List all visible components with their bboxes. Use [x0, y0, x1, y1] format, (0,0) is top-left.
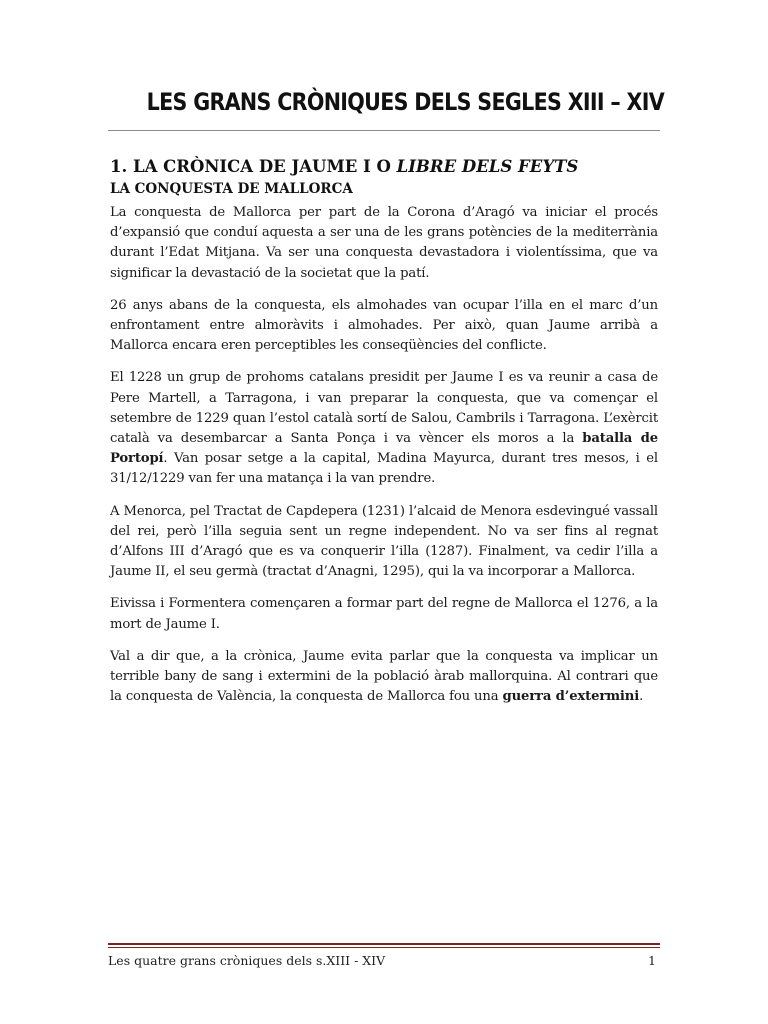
- title-divider: [108, 130, 660, 131]
- paragraph-5: Eivissa i Formentera començaren a formar part del regne de Mallorca el 1276, a la mort de Jaume I.: [110, 596, 658, 632]
- body-text: [110, 203, 658, 719]
- paragraph-6-text-after: .: [639, 689, 644, 705]
- section-heading: [110, 156, 578, 178]
- section-heading-prefix: 1. LA CRÒNICA DE JAUME I O: [110, 157, 397, 176]
- paragraph-6: [110, 647, 658, 708]
- footer-divider-thin: [108, 947, 660, 948]
- paragraph-1: La conquesta de Mallorca per part de la Corona d’Aragó va iniciar el procés d’expansió que conduí aquesta a ser una de les grans potències de la mediterrània durant l’Edat Mitjana. Va ser una conquesta devastadora i violentíssima, que va significar la devastació de la societat que la patí.: [110, 205, 658, 281]
- page-title: LES GRANS CRÒNIQUES DELS SEGLES XIII – XIV: [146, 88, 665, 116]
- paragraph-3-text-before: El 1228 un grup de prohoms catalans presidit per Jaume I es va reunir a casa de Pere Martell, a Tarragona, i van preparar la conquesta, que va començar el setembre de 1229 quan l’estol català sortí de Salou, Cambrils i Tarragona. L’exèrcit català va desembarcar a Santa Ponça i va vèncer els moros a la: [110, 370, 658, 447]
- paragraph-3-text-after: . Van posar setge a la capital, Madina Mayurca, durant tres mesos, i el 31/12/1229 van fer una matança i la van prendre.: [110, 451, 658, 487]
- page-number: 1: [648, 953, 656, 968]
- section-subheading: LA CONQUESTA DE MALLORCA: [110, 181, 353, 197]
- paragraph-3-bold: batalla de Portopí: [110, 431, 658, 467]
- paragraph-6-text-before: Val a dir que, a la crònica, Jaume evita parlar que la conquesta va implicar un terrible bany de sang i extermini de la població àrab mallorquina. Al contrari que la conquesta de València, la conquesta de Mallorca fou una: [110, 648, 658, 705]
- paragraph-3: [110, 368, 658, 489]
- footer-divider-thick: [108, 943, 660, 945]
- paragraph-4: A Menorca, pel Tractat de Capdepera (1231) l’alcaid de Menora esdevingué vassall del rei, però l’illa seguia sent un regne independent. No va ser fins al regnat d’Alfons III d’Aragó que es va conquerir l’illa (1287). Finalment, va cedir l’illa a Jaume II, el seu germà (tractat d’Anagni, 1295), qui la va incorporar a Mallorca.: [110, 503, 658, 580]
- paragraph-6-bold: guerra d’extermini: [502, 689, 640, 705]
- section-heading-italic-title: LIBRE DELS FEYTS: [396, 157, 579, 176]
- footer-text: Les quatre grans cròniques dels s.XIII - XIV: [108, 953, 386, 968]
- paragraph-2: 26 anys abans de la conquesta, els almohades van ocupar l’illa en el marc d’un enfrontament entre almoràvits i almohades. Per això, quan Jaume arribà a Mallorca encara eren perceptibles les conseqüències del conflicte.: [110, 297, 658, 354]
